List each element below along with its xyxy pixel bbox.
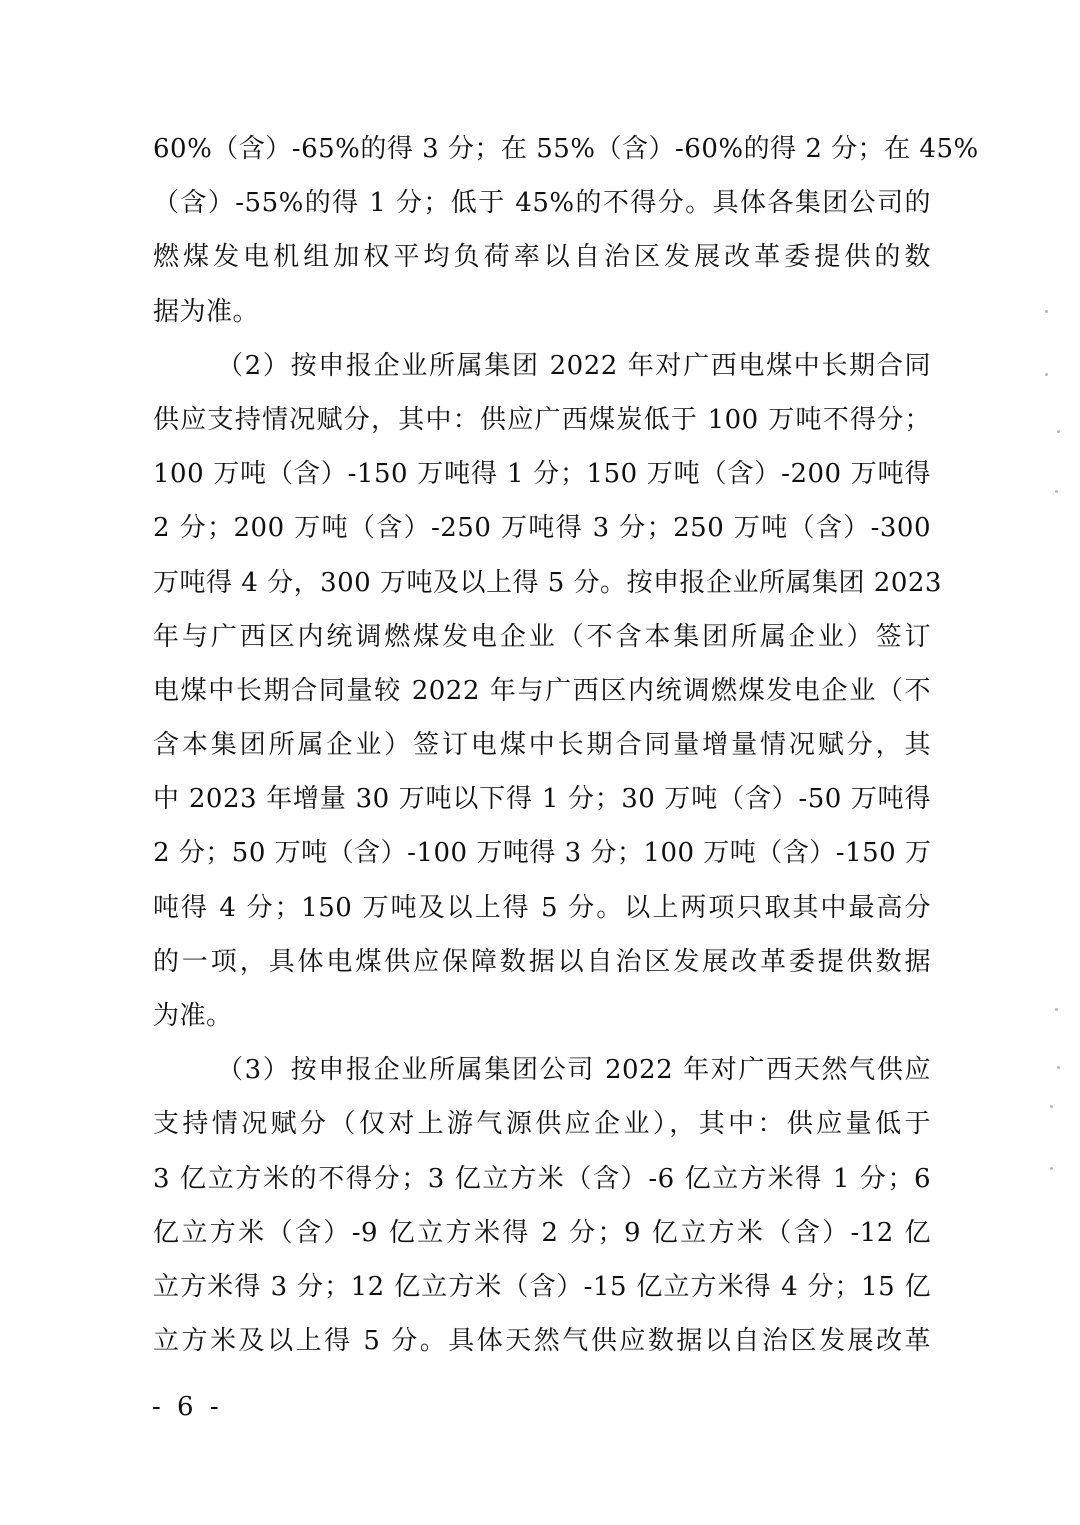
- text-line: 为准。: [153, 1001, 233, 1031]
- text-line: 60%（含）-65%的得 3 分；在 55%（含）-60%的得 2 分；在 45%: [153, 134, 979, 164]
- text-line: 电煤中长期合同量较 2022 年与广西区内统调燃煤发电企业（不: [153, 675, 931, 706]
- body-text: [153, 122, 979, 1368]
- scan-speck: [1050, 1167, 1053, 1170]
- text-line: 据为准。: [153, 296, 260, 327]
- paragraph-3-first-line: （3）按申报企业所属集团公司 2022 年对广西天然气供应: [217, 1055, 931, 1086]
- scan-speck: [1055, 1008, 1058, 1011]
- text-line: 年与广西区内统调燃煤发电企业（不含本集团所属企业）签订: [153, 621, 931, 652]
- text-line: 3 亿立方米的不得分；3 亿立方米（含）-6 亿立方米得 1 分；6: [153, 1163, 931, 1194]
- text-line: 立方米得 3 分；12 亿立方米（含）-15 亿立方米得 4 分；15 亿: [153, 1271, 931, 1302]
- scan-speck: [1045, 373, 1048, 376]
- text-line: 万吨得 4 分，300 万吨及以上得 5 分。按申报企业所属集团 2023: [153, 567, 942, 598]
- text-line: 含本集团所属企业）签订电煤中长期合同量增量情况赋分，其: [153, 730, 931, 761]
- text-line: 立方米及以上得 5 分。具体天然气供应数据以自治区发展改革: [153, 1326, 931, 1357]
- text-line: 供应支持情况赋分，其中：供应广西煤炭低于 100 万吨不得分；: [153, 404, 931, 435]
- scan-speck: [1057, 430, 1060, 433]
- scan-speck: [1045, 310, 1048, 313]
- text-line: （含）-55%的得 1 分；低于 45%的不得分。具体各集团公司的: [153, 188, 931, 219]
- page-number: - 6 -: [152, 1392, 223, 1422]
- scan-speck: [1055, 490, 1058, 493]
- scan-speck: [1057, 1066, 1060, 1069]
- text-line: 中 2023 年增量 30 万吨以下得 1 分；30 万吨（含）-50 万吨得: [153, 784, 931, 815]
- text-line: 吨得 4 分；150 万吨及以上得 5 分。以上两项只取其中最高分: [153, 892, 931, 923]
- paragraph-2-first-line: （2）按申报企业所属集团 2022 年对广西电煤中长期合同: [217, 350, 931, 381]
- text-line: 2 分；200 万吨（含）-250 万吨得 3 分；250 万吨（含）-300: [153, 513, 931, 544]
- text-line: 2 分；50 万吨（含）-100 万吨得 3 分；100 万吨（含）-150 万: [153, 838, 932, 869]
- text-line: 支持情况赋分（仅对上游气源供应企业），其中：供应量低于: [153, 1109, 931, 1140]
- text-line: 燃煤发电机组加权平均负荷率以自治区发展改革委提供的数: [153, 242, 931, 273]
- scan-speck: [1050, 1105, 1053, 1108]
- text-line: 100 万吨（含）-150 万吨得 1 分；150 万吨（含）-200 万吨得: [153, 459, 931, 490]
- text-line: 亿立方米（含）-9 亿立方米得 2 分；9 亿立方米（含）-12 亿: [153, 1217, 931, 1248]
- text-line: 的一项，具体电煤供应保障数据以自治区发展改革委提供数据: [153, 946, 931, 977]
